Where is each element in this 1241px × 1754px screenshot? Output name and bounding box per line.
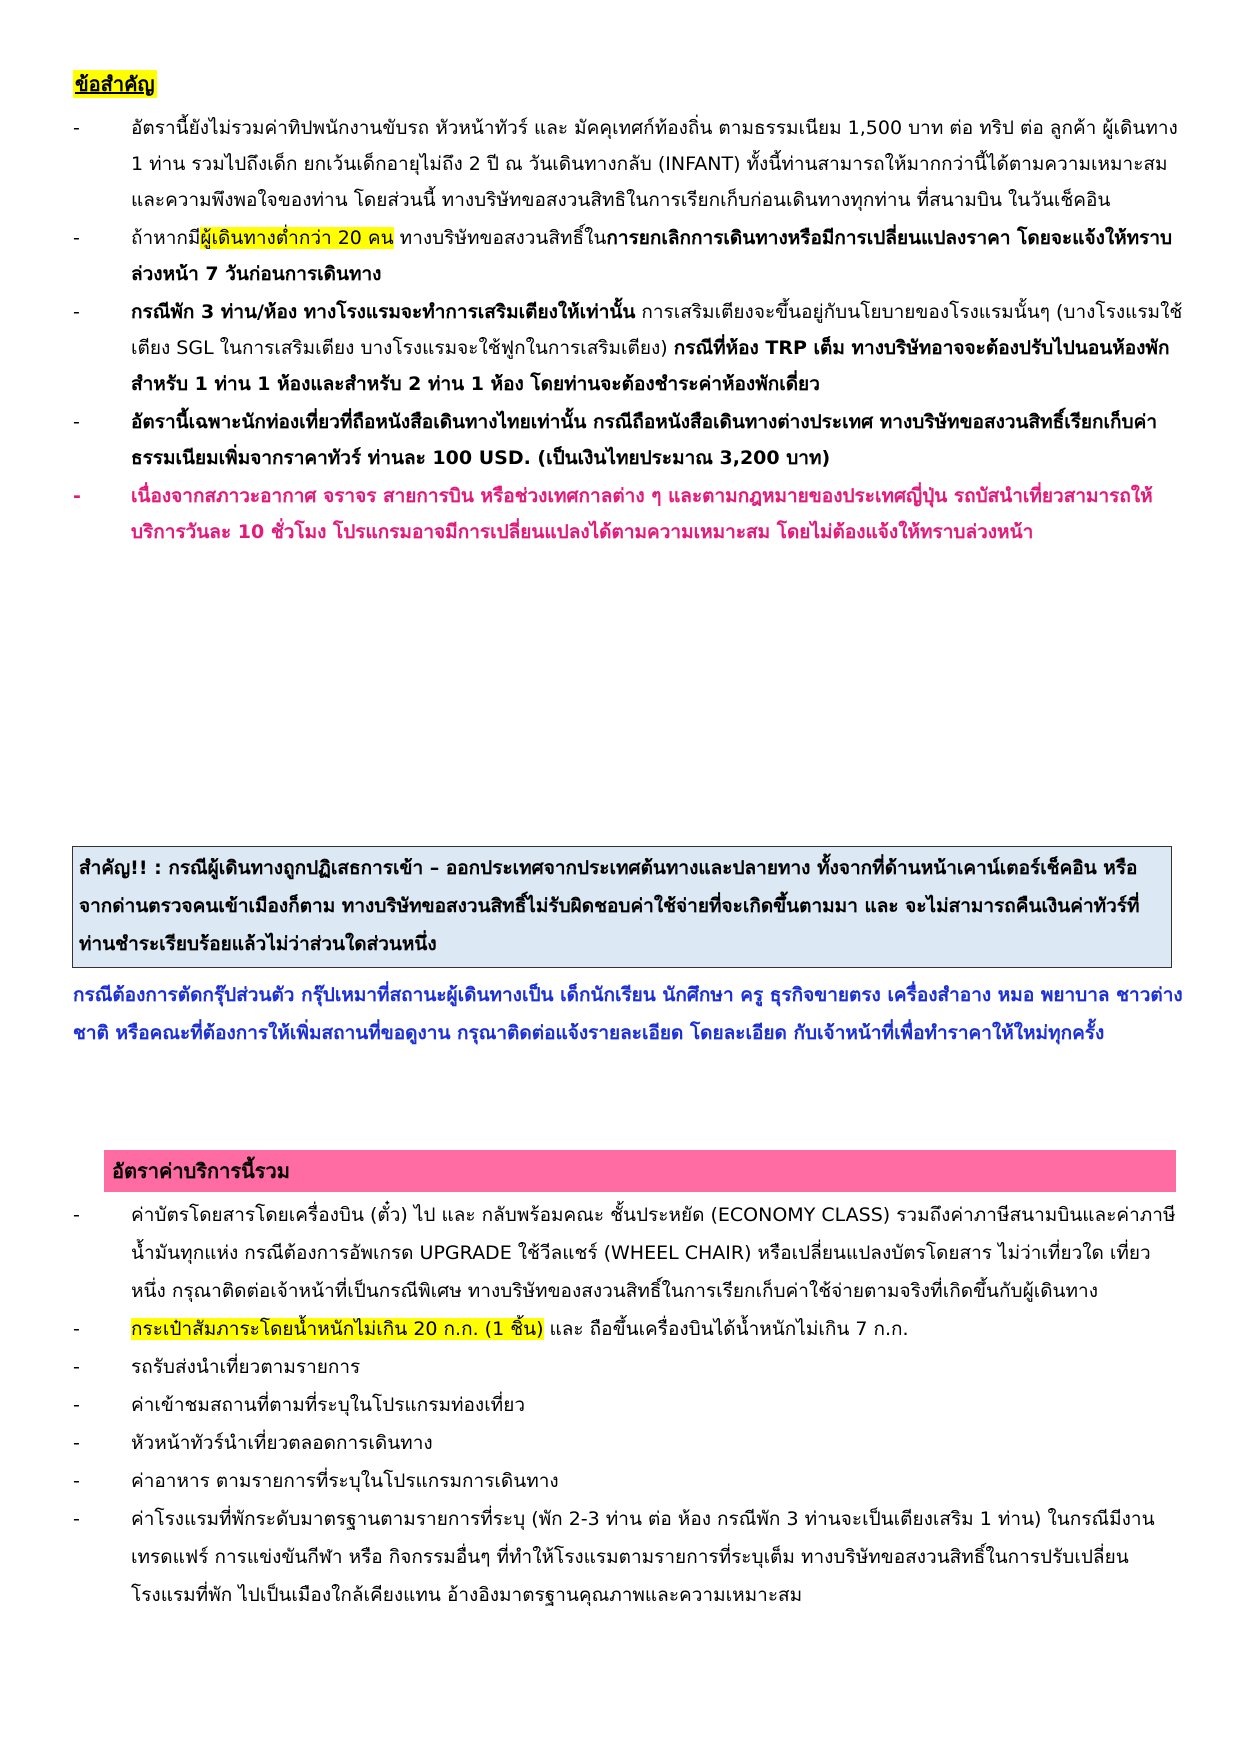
list-item bbox=[73, 478, 1183, 550]
min-travelers-text-2: ทางบริษัทขอสงวนสิทธิ์ใน bbox=[393, 227, 607, 249]
trp-full-bold: กรณีที่ห้อง TRP เต็ม ทางบริษัทอาจจะต้องปรับไปนอนห้องพักสำหรับ 1 ท่าน 1 ห้องและสำหรับ 2 ท่าน 1 ห้อง โดยท่านจะต้องชำระค่าห้องพักเดี่ยว bbox=[131, 337, 1170, 395]
list-item bbox=[73, 1348, 1183, 1386]
bullet-dash: - bbox=[73, 1432, 80, 1454]
list-item bbox=[73, 220, 1183, 292]
airfare-text: ค่าบัตรโดยสารโดยเครื่องบิน (ตั๋ว) ไป และ กลับพร้อมคณะ ชั้นประหยัด (ECONOMY CLASS) รวมถึงค่าภาษีสนามบินและค่าภาษีน้ำมันทุกแห่ง กรณีต้องการอัพเกรด UPGRADE ใช้วีลแชร์ (WHEEL CHAIR) หรือเปลี่ยนแปลงบัตรโดยสาร ไม่ว่าเที่ยวใด เที่ยวหนึ่ง กรุณาติดต่อเจ้าหน้าที่เป็นกรณีพิเศษ ทางบริษัทของสงวนสิทธิ์ในการเรียกเก็บค่าใช้จ่ายตามจริงที่เกิดขึ้นกับผู้เดินทาง bbox=[131, 1204, 1176, 1302]
tour-leader-text: หัวหน้าทัวร์นำเที่ยวตลอดการเดินทาง bbox=[131, 1432, 433, 1454]
bullet-dash: - bbox=[73, 1356, 80, 1378]
refusal-notice-box: สำคัญ!! : กรณีผู้เดินทางถูกปฏิเสธการเข้า – ออกประเทศจากประเทศต้นทางและปลายทาง ทั้งจากที่ด้านหน้าเคาน์เตอร์เช็คอิน หรือจากด่านตรวจคนเข้าเมืองก็ตาม ทางบริษัทขอสงวนสิทธิ์ไม่รับผิดชอบค่าใช้จ่ายที่จะเกิดขึ้นตามมา และ จะไม่สามารถคืนเงินค่าทัวร์ที่ท่านชำระเรียบร้อยแล้วไม่ว่าส่วนใดส่วนหนึ่ง bbox=[72, 846, 1172, 968]
bullet-dash: - bbox=[73, 1204, 80, 1226]
bullet-dash: - bbox=[73, 1394, 80, 1416]
admission-text: ค่าเข้าชมสถานที่ตามที่ระบุในโปรแกรมท่องเที่ยว bbox=[131, 1394, 526, 1416]
min-travelers-text: ถ้าหากมี bbox=[131, 227, 201, 249]
list-item bbox=[73, 110, 1183, 218]
list-item bbox=[73, 1386, 1183, 1424]
bullet-dash: - bbox=[73, 411, 80, 433]
cancel-change-bold: การยกเลิกการเดินทางหรือมีการเปลี่ยนแปลงราคา bbox=[606, 227, 1011, 249]
tip-note: อัตรานี้ยังไม่รวมค่าทิปพนักงานขับรถ หัวหน้าทัวร์ และ มัคคุเทศก์ท้องถิ่น ตามธรรมเนียม 1,500 บาท ต่อ ทริป ต่อ ลูกค้า ผู้เดินทาง 1 ท่าน รวมไปถึงเด็ก ยกเว้นเด็กอายุไม่ถึง 2 ปี ณ วันเดินทางกลับ (INFANT) ทั้งนี้ท่านสามารถให้มากกว่านี้ได้ตามความเหมาะสมและความพึงพอใจของท่าน โดยส่วนนี้ ทางบริษัทขอสงวนสิทธิในการเรียกเก็บก่อนเดินทางทุกท่าน ที่สนามบิน ในวันเช็คอิน bbox=[131, 117, 1178, 211]
list-item bbox=[73, 1196, 1183, 1310]
list-item bbox=[73, 294, 1183, 402]
list-item bbox=[73, 1310, 1183, 1348]
private-group-note: กรณีต้องการตัดกรุ๊ปส่วนตัว กรุ๊ปเหมาที่สถานะผู้เดินทางเป็น เด็กนักเรียน นักศึกษา ครู ธุรกิจขายตรง เครื่องสำอาง หมอ พยาบาล ชาวต่างชาติ หรือคณะที่ต้องการให้เพิ่มสถานที่ขอดูงาน กรุณาติดต่อแจ้งรายละเอียด โดยละเอียด กับเจ้าหน้าที่เพื่อทำราคาให้ใหม่ทุกครั้ง bbox=[73, 984, 1183, 1044]
bus-hours-note: เนื่องจากสภาวะอากาศ จราจร สายการบิน หรือช่วงเทศกาลต่าง ๆ และตามกฎหมายของประเทศญี่ปุ่น รถบัสนำเที่ยวสามารถให้บริการวันละ 10 ชั่วโมง โปรแกรมอาจมีการเปลี่ยนแปลงได้ตามความเหมาะสม โดยไม่ต้องแจ้งให้ทราบล่วงหน้า bbox=[131, 485, 1153, 543]
baggage-text: และ ถือขึ้นเครื่องบินได้น้ำหนักไม่เกิน 7 ก.ก. bbox=[543, 1318, 909, 1340]
list-item bbox=[73, 1500, 1183, 1614]
passport-fee-note: อัตรานี้เฉพาะนักท่องเที่ยวที่ถือหนังสือเดินทางไทยเท่านั้น กรณีถือหนังสือเดินทางต่างประเทศ ทางบริษัทขอสงวนสิทธิ์เรียกเก็บค่าธรรมเนียมเพิ่มจากราคาทัวร์ ท่านละ 100 USD. (เป็นเงินไทยประมาณ 3,200 บาท) bbox=[131, 411, 1157, 469]
min-travelers-highlight: ผู้เดินทางต่ำกว่า 20 คน bbox=[200, 227, 394, 249]
important-list bbox=[73, 110, 1183, 550]
bullet-dash: - bbox=[73, 1318, 80, 1340]
bullet-dash: - bbox=[73, 227, 80, 249]
bullet-dash: - bbox=[73, 117, 80, 139]
bullet-dash: - bbox=[73, 1470, 80, 1492]
bullet-dash: - bbox=[73, 485, 81, 507]
list-item bbox=[73, 404, 1183, 476]
transport-text: รถรับส่งนำเที่ยวตามรายการ bbox=[131, 1356, 361, 1378]
includes-list bbox=[73, 1196, 1183, 1614]
important-heading: ข้อสำคัญ bbox=[75, 72, 155, 96]
list-item bbox=[73, 1462, 1183, 1500]
meals-text: ค่าอาหาร ตามรายการที่ระบุในโปรแกรมการเดินทาง bbox=[131, 1470, 559, 1492]
bullet-dash: - bbox=[73, 1508, 80, 1530]
hotel-text: ค่าโรงแรมที่พักระดับมาตรฐานตามรายการที่ระบุ (พัก 2-3 ท่าน ต่อ ห้อง กรณีพัก 3 ท่านจะเป็นเตียงเสริม 1 ท่าน) ในกรณีมีงานเทรดแฟร์ การแข่งขันกีฬา หรือ กิจกรรมอื่นๆ ที่ทำให้โรงแรมตามรายการที่ระบุเต็ม ทางบริษัทขอสงวนสิทธิ์ในการปรับเปลี่ยนโรงแรมที่พัก ไปเป็นเมืองใกล้เคียงแทน อ้างอิงมาตรฐานคุณภาพและความเหมาะสม bbox=[131, 1508, 1155, 1606]
notice-days-text: โดยจะแจ้งให้ทราบล่วงหน้า 7 วันก่อนการเดินทาง bbox=[131, 227, 1173, 285]
triple-room-bold: กรณีพัก 3 ท่าน/ห้อง ทางโรงแรมจะทำการเสริมเตียงให้เท่านั้น bbox=[131, 301, 636, 323]
bullet-dash: - bbox=[73, 301, 80, 323]
list-item bbox=[73, 1424, 1183, 1462]
includes-title: อัตราค่าบริการนี้รวม bbox=[104, 1150, 1176, 1192]
triple-room-text: การเสริมเตียงจะขึ้นอยู่กับนโยบายของโรงแรมนั้นๆ (บางโรงแรมใช้เตียง SGL ในการเสริมเตียง บางโรงแรมจะใช้ฟูกในการเสริมเตียง) bbox=[131, 301, 1183, 359]
baggage-highlight: กระเป๋าสัมภาระโดยน้ำหนักไม่เกิน 20 ก.ก. (1 ชิ้น) bbox=[131, 1318, 544, 1340]
